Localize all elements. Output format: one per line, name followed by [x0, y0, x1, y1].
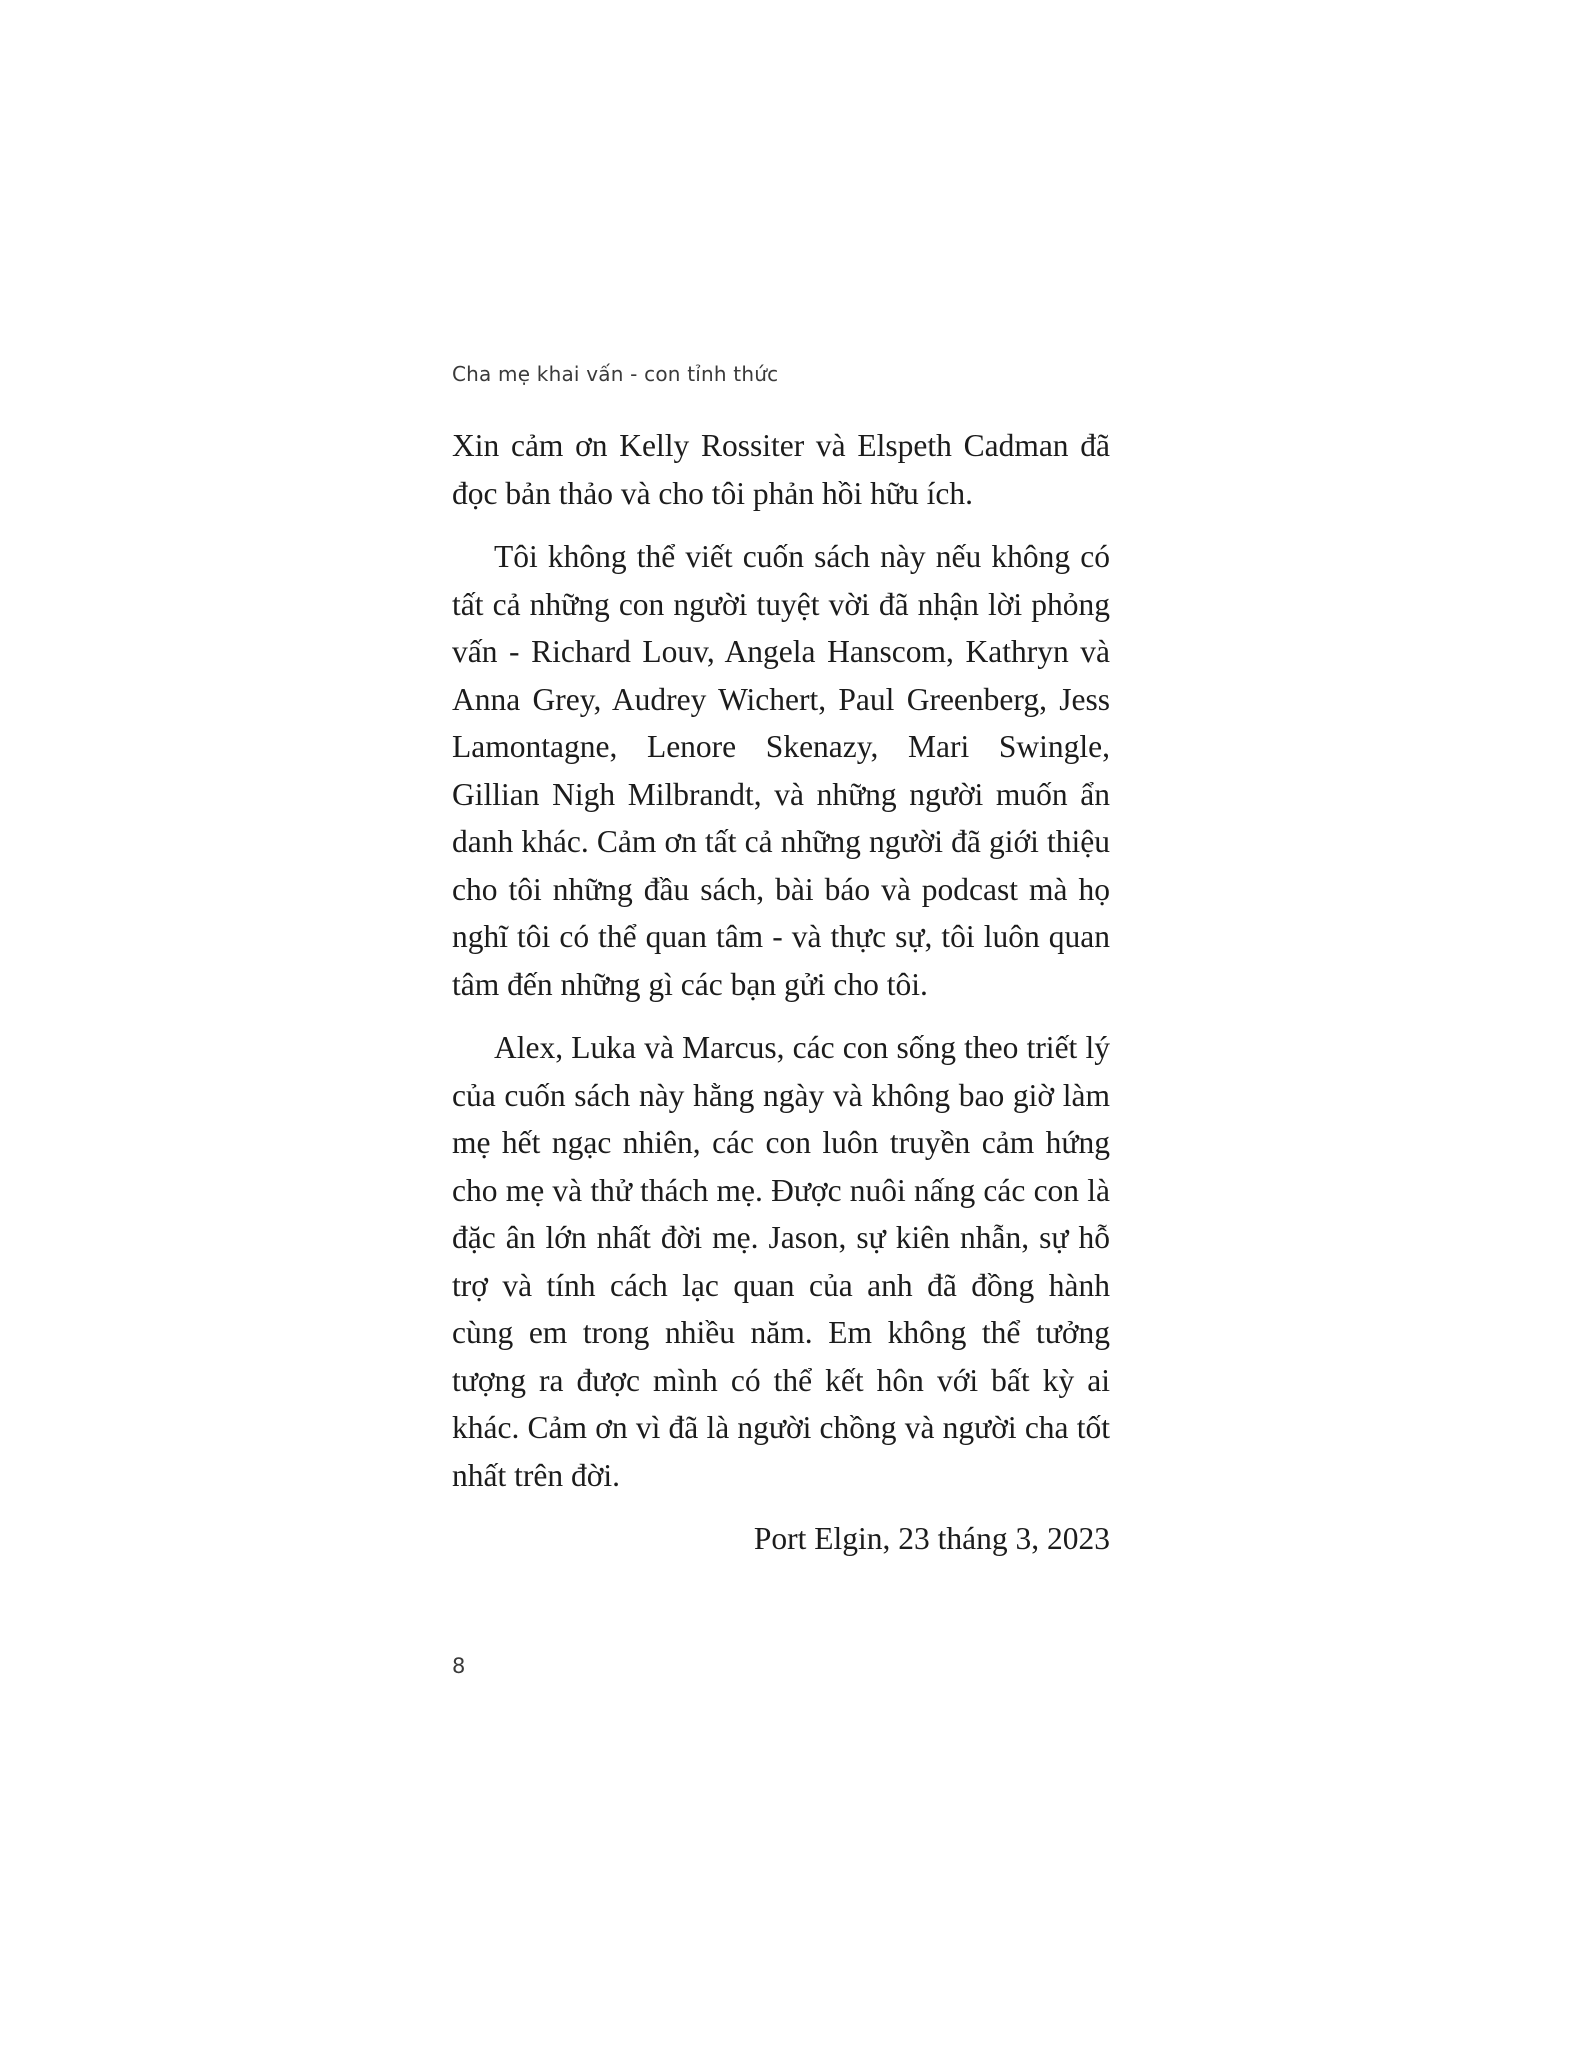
body-text — [452, 422, 1110, 1563]
place-date-signature: Port Elgin, 23 tháng 3, 2023 — [753, 1521, 1110, 1556]
paragraph-1: Xin cảm ơn Kelly Rossiter và Elspeth Cadman đã đọc bản thảo và cho tôi phản hồi hữu ích. — [452, 428, 1110, 511]
running-header: Cha mẹ khai vấn - con tỉnh thức — [452, 362, 779, 386]
paragraph-3: Alex, Luka và Marcus, các con sống theo triết lý của cuốn sách này hằng ngày và không bao giờ làm mẹ hết ngạc nhiên, các con luôn truyền cảm hứng cho mẹ và thử thách mẹ. Được nuôi nấng các con là đặc ân lớn nhất đời mẹ. Jason, sự kiên nhẫn, sự hỗ trợ và tính cách lạc quan của anh đã đồng hành cùng em trong nhiều năm. Em không thể tưởng tượng ra được mình có thể kết hôn với bất kỳ ai khác. Cảm ơn vì đã là người chồng và người cha tốt nhất trên đời. — [452, 1030, 1110, 1493]
paragraph-2: Tôi không thể viết cuốn sách này nếu không có tất cả những con người tuyệt vời đã nhận lời phỏng vấn - Richard Louv, Angela Hanscom, Kathryn và Anna Grey, Audrey Wichert, Paul Greenberg, Jess Lamontagne, Lenore Skenazy, Mari Swingle, Gillian Nigh Milbrandt, và những người muốn ẩn danh khác. Cảm ơn tất cả những người đã giới thiệu cho tôi những đầu sách, bài báo và podcast mà họ nghĩ tôi có thể quan tâm - và thực sự, tôi luôn quan tâm đến những gì các bạn gửi cho tôi. — [452, 539, 1110, 1002]
page-number: 8 — [452, 1654, 466, 1678]
